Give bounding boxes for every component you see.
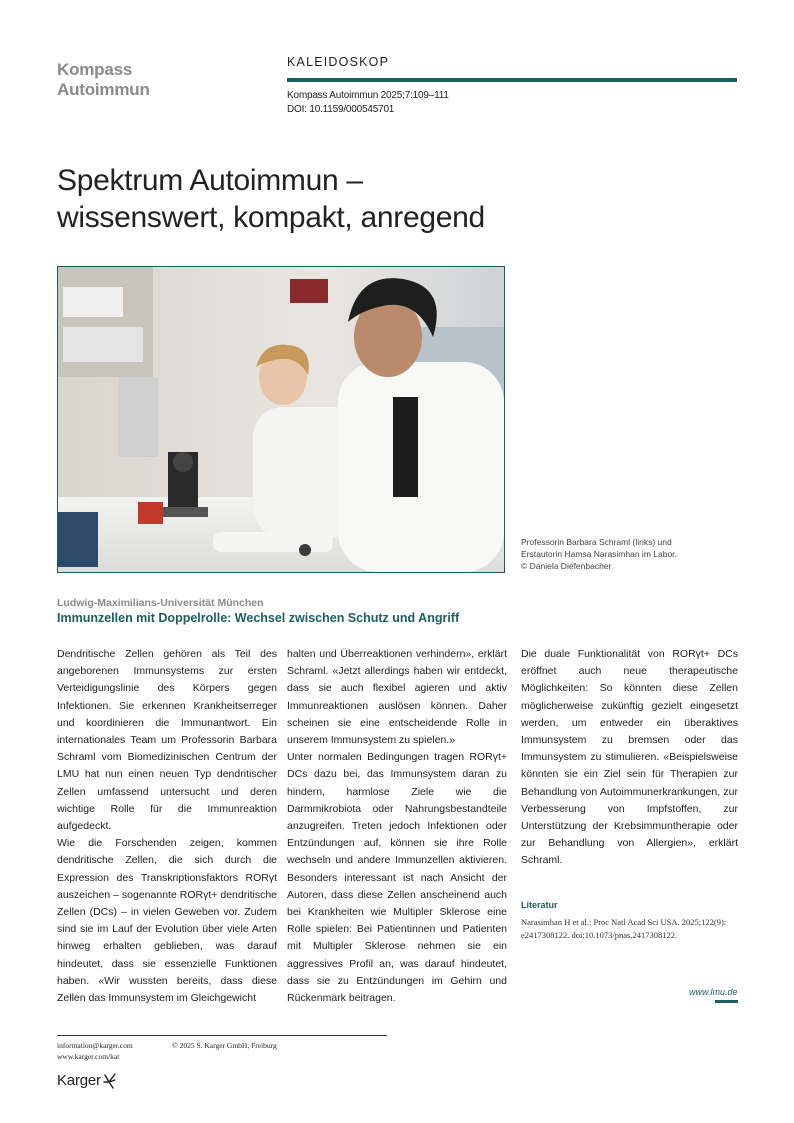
publisher-logo: [57, 1072, 117, 1089]
paragraph: Wie die Forschenden zeigen, kommen dendritische Zellen, die sich durch die Expression des Transkriptionsfaktors RORγt auszeichen – sogenannte RORγt+ dendritische Zellen (DCs) – in vielen Geweben vor. Zudem sind sie im Lauf der Evolution über viele Arten hinweg erhalten geblieben, was darauf hindeutet, dass sie essenzielle Funktionen haben. «Wir wussten bereits, dass diese Zellen das Immunsystem im Gleichgewicht: [57, 837, 277, 1005]
photo-caption: [521, 536, 677, 572]
paragraph: Dendritische Zellen gehören als Teil des angeborenen Immunsystems zur ersten Verteidigungslinie des Körpers gegen Infektionen. Sie erkennen Krankheitserreger und koordinieren die Immunantwort. Ein internationales Team um Professorin Barbara Schraml vom Biomedizinischen Centrum der LMU hat nun einen neuen Typ dendritischer Zellen umfassend untersucht und deren wichtige Rolle für die Immunreaktion aufgedeckt.: [57, 648, 277, 833]
footer-copyright: © 2025 S. Karger GmbH, Freiburg: [172, 1041, 277, 1050]
paragraph: halten und Überreaktionen verhindern», erklärt Schraml. «Jetzt allerdings haben wir entdeckt, dass sie auch flexibel agieren und aktiv Immunreaktionen auslösen können. Daher scheinen sie eine entscheidende Rolle in unserem Immunsystem zu spielen.»: [287, 648, 507, 747]
lab-photo: [57, 266, 505, 573]
page-title: [57, 162, 485, 236]
page-title-line-2: wissenswert, kompakt, anregend: [57, 201, 485, 234]
journal-brand: [57, 60, 150, 100]
footer-email-link[interactable]: information@karger.com: [57, 1041, 133, 1050]
footer-website-link[interactable]: www.karger.com/kat: [57, 1052, 120, 1061]
doi: DOI: 10.1159/000545701: [287, 104, 395, 115]
publisher-name: Karger: [57, 1072, 101, 1089]
brand-line-2: Autoimmun: [57, 80, 150, 99]
journal-citation: Kompass Autoimmun 2025;7:109–111: [287, 90, 449, 101]
institution-name: Ludwig-Maximilians-Universität München: [57, 597, 264, 609]
caption-credit: © Daniela Diefenbacher: [521, 561, 612, 571]
paragraph: Die duale Funktionalität von RORγt+ DCs eröffnet auch neue therapeutische Möglichkeiten: So könnten diese Zellen möglicherweise zukünftig gezielt eingesetzt werden, um entweder ein überaktives Immunsystem zu bremsen oder das Immunsystem zu stimulieren. «Beispielsweise könnten sie ein Ziel sein für Therapien zur Behandlung von Autoimmunerkrankungen, zur Verbesserung von Impfstoffen, zur Unterstützung der Krebsimmuntherapie oder zur Behandlung von Allergien», erklärt Schraml.: [521, 648, 738, 867]
literature-reference: Narasimhan H et al.: Proc Natl Acad Sci USA. 2025;122(9): e2417308122. doi:10.1073/pnas.2417308122.: [521, 917, 727, 940]
page-title-line-1: Spektrum Autoimmun –: [57, 164, 363, 197]
paragraph: Unter normalen Bedingungen tragen RORγt+ DCs dazu bei, das Immunsystem daran zu hindern, harmlose Ziele wie die Darmmikrobiota oder Nahrungsbestandteile anzugreifen. Treten jedoch Infektionen oder Entzündungen auf, können sie ihre Rolle wechseln und andere Immunzellen aktivieren. Besonders interessant ist nach Ansicht der Autoren, dass diese Zellen anscheinend auch bei Krankheiten wie Multipler Sklerose eine Rolle spielen: Bei Patientinnen und Patienten mit Multipler Sklerose nehmen sie ein aggressives Profil an, was darauf hindeutet, dass sie zu Entzündungen im Gehirn und Rückenmark beitragen.: [287, 751, 507, 1005]
photo-poster: [290, 279, 328, 303]
brand-line-1: Kompass: [57, 60, 133, 79]
caption-line-2: Erstautorin Hamsa Narasimhan im Labor.: [521, 549, 677, 559]
footer-rule: [57, 1035, 387, 1036]
karger-logo-icon: [103, 1073, 117, 1089]
article-title: Immunzellen mit Doppelrolle: Wechsel zwischen Schutz und Angriff: [57, 611, 460, 625]
literature-heading: Literatur: [521, 900, 558, 910]
text-column-3: [521, 646, 738, 870]
citation-block: [287, 89, 449, 117]
website-link[interactable]: www.lmu.de: [689, 987, 738, 997]
link-underline-bar: [715, 1000, 738, 1003]
caption-line-1: Professorin Barbara Schraml (links) und: [521, 537, 672, 547]
text-column-1: [57, 646, 277, 1007]
section-rule: [287, 78, 737, 82]
text-column-2: [287, 646, 507, 1007]
section-label: KALEIDOSKOP: [287, 55, 390, 69]
